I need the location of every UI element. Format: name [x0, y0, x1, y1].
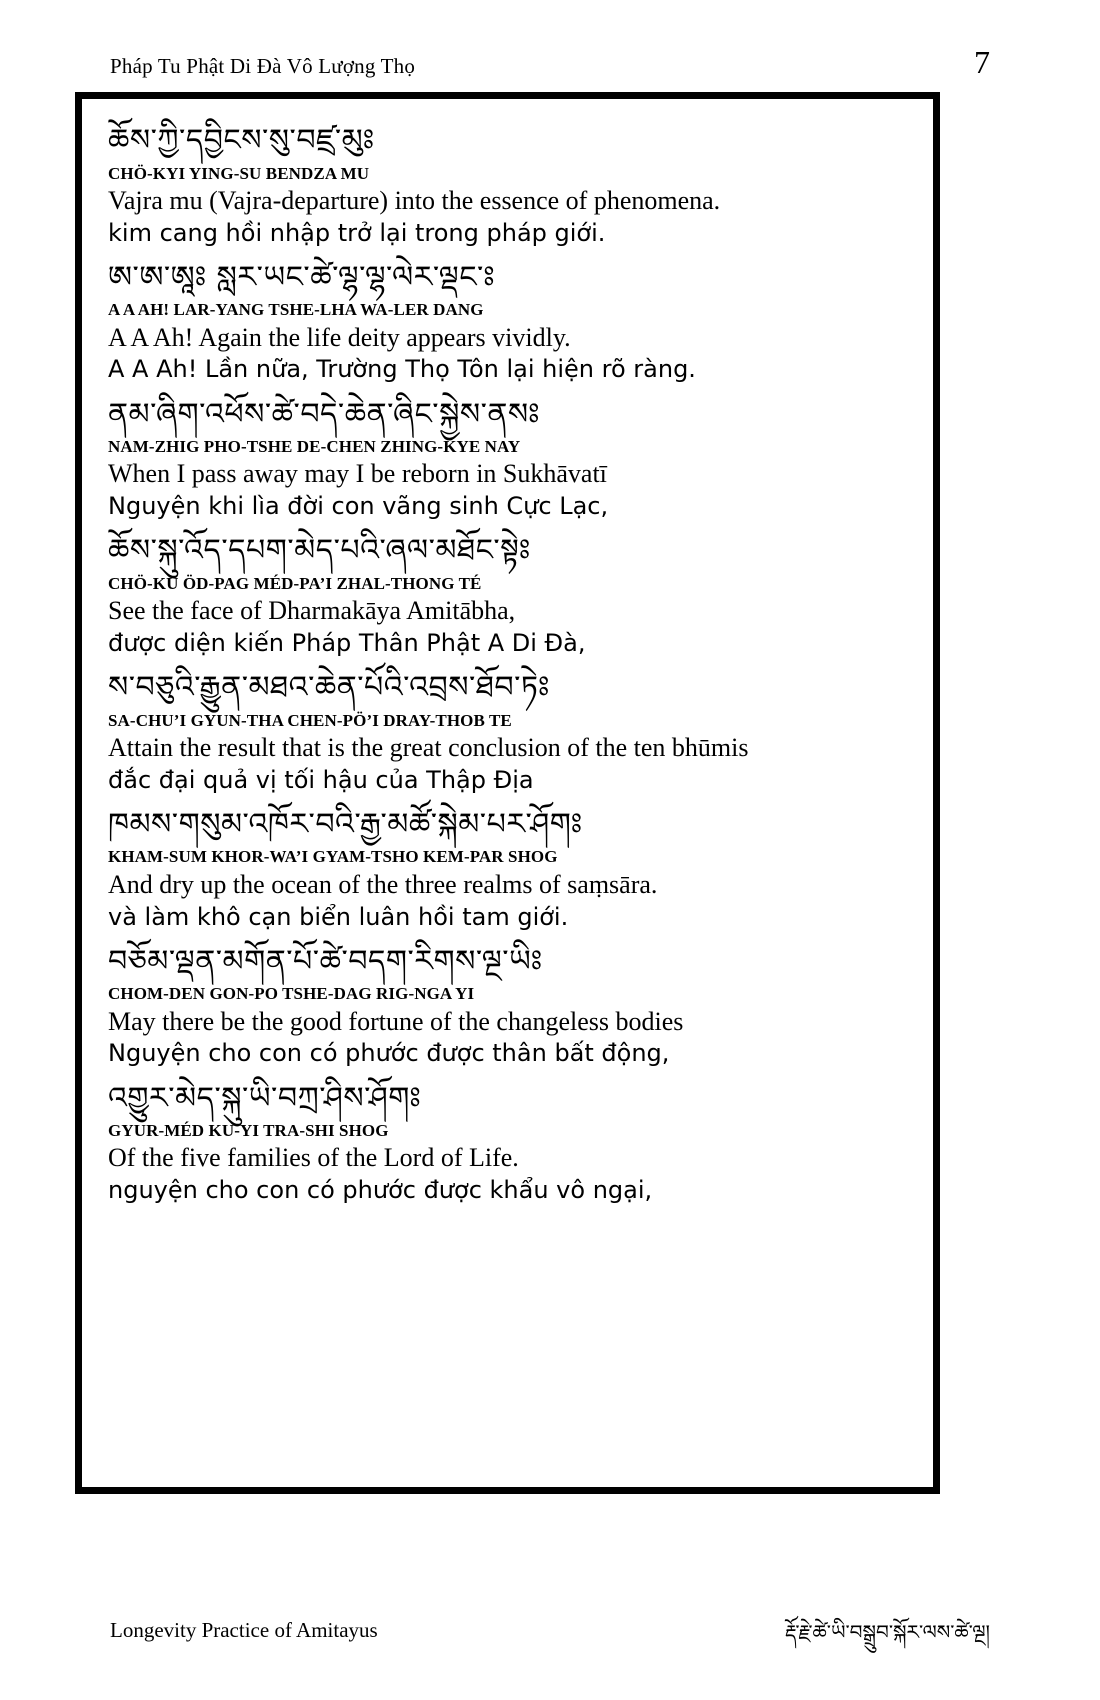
stanza — [108, 254, 919, 386]
vietnamese-line: được diện kiến Pháp Thân Phật A Di Đà, — [108, 629, 586, 657]
stanza — [108, 664, 919, 796]
vietnamese-line: đắc đại quả vị tối hậu của Thập Địa — [108, 765, 534, 794]
tibetan-line: ཁམས་གསུམ་འཁོར་བའི་རྒྱ་མཚོ་སྐེམ་པར་ཤོགཿ — [108, 806, 583, 842]
footer-tibetan-title: རྡོ་རྗེ་ཚེ་ཡི་བསྒྲུབ་སྐོར་ལས་ཚེ་ལྔ། — [784, 1620, 990, 1644]
english-line: See the face of Dharmakāya Amitābha, — [108, 596, 516, 626]
tibetan-line: འགྱུར་མེད་སྐུ་ཡི་བཀྲ་ཤིས་ཤོགཿ — [108, 1080, 422, 1116]
english-line: Vajra mu (Vajra-departure) into the essence of phenomena. — [108, 185, 721, 215]
transliteration-line: CHOM-DEN GON-PO TSHE-DAG RIG-NGA YI — [108, 984, 475, 1004]
page-footer — [110, 1608, 990, 1648]
english-line: A A Ah! Again the life deity appears vividly. — [108, 322, 571, 352]
vietnamese-line: A A Ah! Lần nữa, Trường Thọ Tôn lại hiện rõ ràng. — [108, 355, 696, 384]
transliteration-line: NAM-ZHIG PHO-TSHE DE-CHEN ZHING-KYE NAY — [108, 437, 521, 457]
tibetan-line: ཆོས་ཀྱི་དབྱིངས་སུ་བཛྲ་མུཿ — [108, 123, 375, 158]
tibetan-line: ཨ་ཨ་ཨཱཿ སླར་ཡང་ཚེ་ལྷ་ལྷ་ལེར་ལྡང་ཿ — [108, 259, 496, 295]
text-frame — [75, 92, 940, 1494]
footer-title: Longevity Practice of Amitayus — [110, 1618, 378, 1642]
transliteration-line: KHAM-SUM KHOR-WA’I GYAM-TSHO KEM-PAR SHOG — [108, 847, 558, 867]
vietnamese-line: Nguyện cho con có phước được thân bất động, — [108, 1039, 670, 1068]
stanza — [108, 527, 919, 659]
page-header — [110, 44, 990, 78]
english-line: When I pass away may I be reborn in Sukhāvatī — [108, 459, 607, 489]
transliteration-line: SA-CHU’I GYUN-THA CHEN-PÖ’I DRAY-THOB TE — [108, 710, 512, 730]
vietnamese-line: và làm khô cạn biển luân hồi tam giới. — [108, 902, 569, 931]
english-line: May there be the good fortune of the changeless bodies — [108, 1006, 684, 1036]
page-number: 7 — [974, 44, 990, 80]
stanza — [108, 1075, 919, 1207]
vietnamese-line: kim cang hồi nhập trở lại trong pháp giới. — [108, 218, 606, 247]
transliteration-line: A A AH! LAR-YANG TSHE-LHA WA-LER DANG — [108, 300, 484, 320]
stanza — [108, 938, 919, 1070]
tibetan-line: བཅོམ་ལྡན་མགོན་པོ་ཚེ་བདག་རིགས་ལྔ་ཡིཿ — [108, 943, 543, 979]
english-line: And dry up the ocean of the three realms of saṃsāra. — [108, 869, 658, 899]
transliteration-line: CHÖ-KU ÖD-PAG MÉD-PA’I ZHAL-THONG TÉ — [108, 573, 482, 593]
vietnamese-line: Nguyện khi lìa đời con vãng sinh Cực Lạc, — [108, 492, 609, 521]
english-line: Attain the result that is the great conclusion of the ten bhūmis — [108, 733, 749, 763]
stanza-list — [108, 117, 919, 1483]
tibetan-line: ཆོས་སྐུ་འོད་དཔག་མེད་པའི་ཞལ་མཐོང་སྟེཿ — [108, 533, 531, 569]
tibetan-line: ནམ་ཞིག་འཕོས་ཚེ་བདེ་ཆེན་ཞིང་སྐྱེས་ནསཿ — [108, 396, 541, 432]
running-head-title: Pháp Tu Phật Di Đà Vô Lượng Thọ — [110, 54, 416, 78]
vietnamese-line: nguyện cho con có phước được khẩu vô ngại, — [108, 1176, 653, 1205]
transliteration-line: GYUR-MÉD KU-YI TRA-SHI SHOG — [108, 1121, 389, 1141]
stanza — [108, 801, 919, 933]
transliteration-line: CHÖ-KYI YING-SU BENDZA MU — [108, 163, 370, 183]
tibetan-line: ས་བཅུའི་རྒྱུན་མཐའ་ཆེན་པོའི་འབྲས་ཐོབ་ཏེཿ — [108, 670, 550, 706]
english-line: Of the five families of the Lord of Life. — [108, 1143, 519, 1173]
stanza — [108, 117, 919, 249]
stanza — [108, 391, 919, 523]
